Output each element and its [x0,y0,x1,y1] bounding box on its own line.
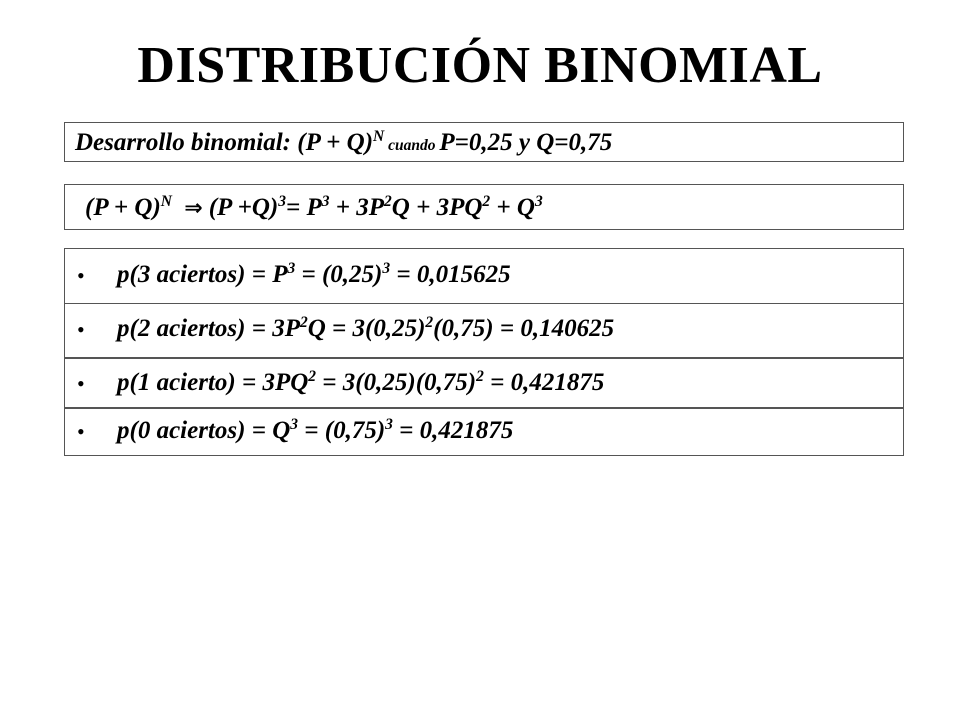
development-exponent: N [373,127,385,145]
result-item [65,417,903,451]
results-box-3 [64,408,904,456]
expansion-exp-4: 2 [482,192,491,210]
result-item [65,369,903,403]
expansion-exp-5: 3 [534,192,543,210]
result-exp-a: 3 [287,259,296,277]
result-exp-a: 2 [308,367,317,385]
result-part-a: p(0 aciertos) = Q [117,417,291,444]
result-part-c: = 0,015625 [390,261,511,288]
row-divider [65,303,903,304]
bullet-icon: • [77,317,85,342]
bullet-icon: • [77,371,85,396]
bullet-icon: • [77,263,85,288]
result-exp-b: 2 [425,313,434,331]
development-prefix: Desarrollo binomial: (P + Q) [75,129,374,156]
expansion-part-1: (P +Q) [208,194,279,221]
development-cuando: cuando [384,137,440,154]
expansion-part-5: + Q [490,194,535,221]
expansion-part-4: Q + 3PQ [391,194,483,221]
expansion-part-3: + 3P [329,194,385,221]
binomial-development-box [64,122,904,162]
result-part-c: (0,75) = 0,140625 [433,315,615,342]
results-box-2 [64,358,904,408]
expansion-part-2: = P [285,194,322,221]
result-exp-b: 2 [476,367,484,385]
result-exp-a: 3 [290,415,298,433]
result-part-b: = (0,75) [298,417,386,444]
result-item [65,315,903,349]
result-part-a: p(2 aciertos) = 3P [117,315,300,342]
expansion-lhs: (P + Q) [85,194,161,221]
expansion-formula [85,194,543,222]
result-part-a: p(3 aciertos) = P [117,261,288,288]
expansion-exp-3: 2 [384,192,392,210]
result-part-b: = (0,25) [295,261,383,288]
expansion-exp-2: 3 [321,192,330,210]
result-exp-a: 2 [299,313,308,331]
result-part-c: = 0,421875 [392,417,514,444]
binomial-development-text [75,129,612,157]
result-exp-b: 3 [382,259,391,277]
result-part-a: p(1 acierto) = 3PQ [117,369,309,396]
results-box-1 [64,248,904,358]
expansion-exp-1: 3 [278,192,286,210]
result-part-c: = 0,421875 [483,369,605,396]
expansion-lhs-exponent: N [160,192,172,210]
result-part-b: Q = 3(0,25) [307,315,426,342]
page-title: DISTRIBUCIÓN BINOMIAL [137,37,823,94]
development-values: P=0,25 y Q=0,75 [439,129,613,156]
expansion-box [64,184,904,230]
bullet-icon: • [77,419,85,444]
implies-arrow: ⇒ [184,196,203,221]
result-exp-b: 3 [385,415,393,433]
result-item [65,261,903,295]
result-part-b: = 3(0,25)(0,75) [316,369,477,396]
